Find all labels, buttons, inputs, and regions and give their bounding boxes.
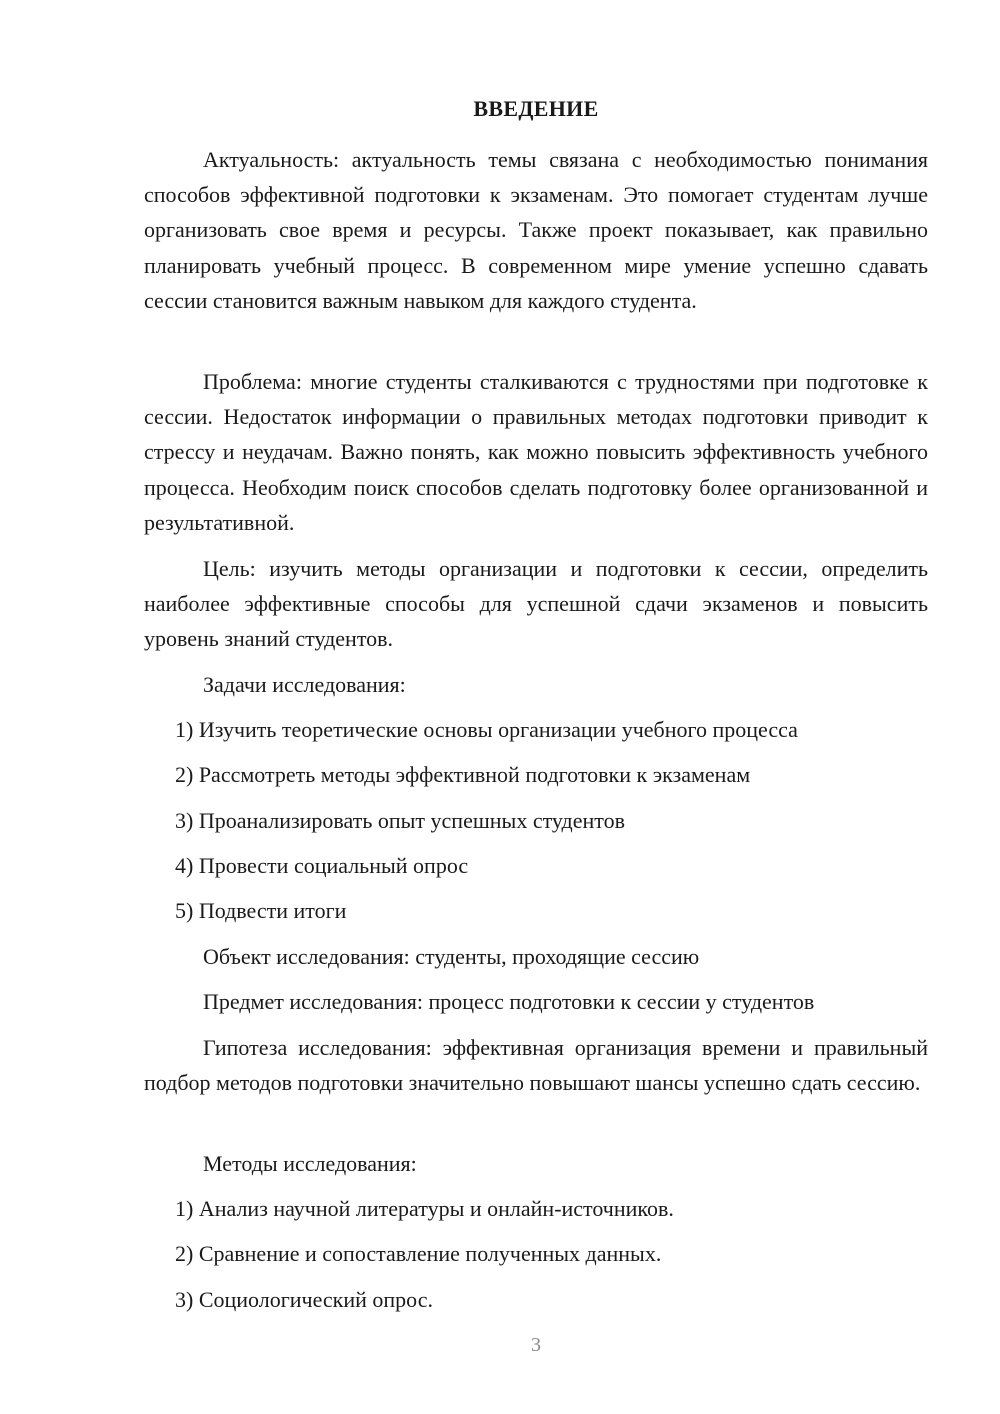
task-item: 2) Рассмотреть методы эффективной подготовки к экзаменам <box>175 762 751 787</box>
task-item: 4) Провести социальный опрос <box>175 853 469 878</box>
hypothesis-paragraph: Гипотеза исследования: эффективная организация времени и правильный подбор методов подготовки значительно повышают шансы успешно сдать сессию. <box>144 1035 928 1096</box>
methods-heading: Методы исследования: <box>203 1151 417 1176</box>
research-object: Объект исследования: студенты, проходящие сессию <box>203 944 700 969</box>
page-number: 3 <box>531 1334 541 1356</box>
tasks-heading: Задачи исследования: <box>203 672 406 697</box>
method-item: 2) Сравнение и сопоставление полученных данных. <box>175 1241 662 1266</box>
task-item: 3) Проанализировать опыт успешных студентов <box>175 808 625 833</box>
method-item: 1) Анализ научной литературы и онлайн-источников. <box>175 1196 674 1221</box>
page-title: ВВЕДЕНИЕ <box>473 96 599 121</box>
goal-paragraph: Цель: изучить методы организации и подготовки к сессии, определить наиболее эффективные способы для успешной сдачи экзаменов и повысить уровень знаний студентов. <box>144 556 928 652</box>
research-subject: Предмет исследования: процесс подготовки к сессии у студентов <box>203 989 815 1014</box>
task-item: 1) Изучить теоретические основы организации учебного процесса <box>175 717 798 742</box>
method-item: 3) Социологический опрос. <box>175 1287 433 1312</box>
relevance-paragraph: Актуальность: актуальность темы связана с необходимостью понимания способов эффективной подготовки к экзаменам. Это помогает студентам лучше организовать свое время и ресурсы. Также проект показывает, как правильно планировать учебный процесс. В современном мире умение успешно сдавать сессии становится важным навыком для каждого студента. <box>144 147 928 313</box>
problem-paragraph: Проблема: многие студенты сталкиваются с трудностями при подготовке к сессии. Недостаток информации о правильных методах подготовки приводит к стрессу и неудачам. Важно понять, как можно повысить эффективность учебного процесса. Необходим поиск способов сделать подготовку более организованной и результативной. <box>144 369 928 535</box>
task-item: 5) Подвести итоги <box>175 898 347 923</box>
